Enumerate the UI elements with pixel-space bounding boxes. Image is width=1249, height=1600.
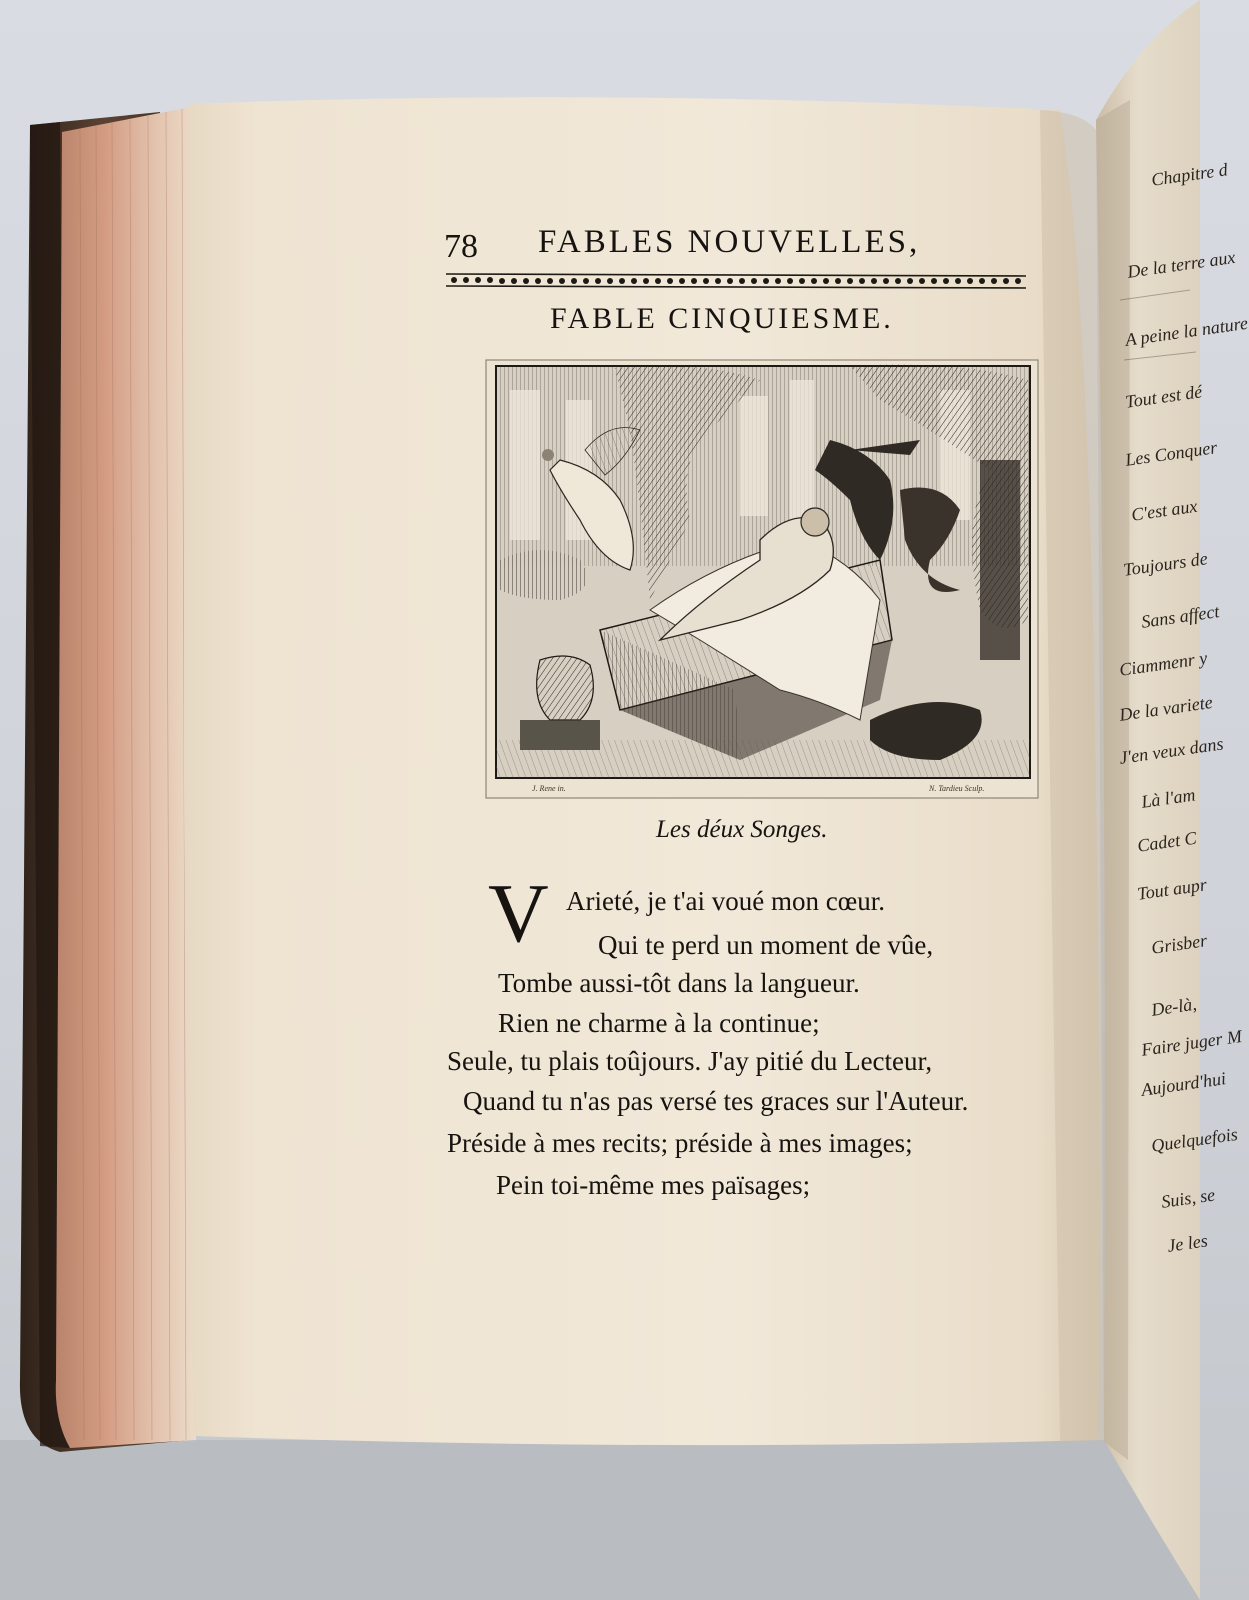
verse-line: Qui te perd un moment de vûe, [598,930,934,960]
verse-line: Pein toi-même mes païsages; [496,1170,811,1200]
right-page-fragment: Aujourd'hui [1140,1068,1228,1100]
right-page-fragment: A peine la nature [1124,312,1249,350]
drop-cap-initial: V [488,867,549,960]
verse-line: Quand tu n'as pas versé tes graces sur l'Auteur. [463,1086,969,1116]
right-page-fragment: Toujours de [1122,548,1209,580]
running-head: FABLES NOUVELLES, [538,224,921,260]
fable-title: FABLE CINQUIESME. [550,302,894,335]
right-page-fragment: Sans affect [1140,601,1221,632]
right-page-fragment: Quelquefois [1150,1123,1239,1156]
right-page-fragment: Je les [1166,1230,1209,1256]
verse-line: Tombe aussi-tôt dans la langueur. [498,968,860,998]
ornamental-rule [444,273,1026,288]
page-number: 78 [444,228,478,265]
right-page-fragment: Tout est dé [1124,381,1204,412]
right-page-fragment: De la terre aux [1126,246,1237,282]
right-page-fragment: Suis, se [1160,1184,1217,1212]
right-page-fragment: Cadet C [1136,827,1198,856]
right-page-fragment: Là l'am [1140,784,1197,812]
right-page-fragment: C'est aux [1130,495,1199,525]
engraving-caption: Les déux Songes. [656,816,828,843]
engraving-credit-left: J. Rene in. [532,784,566,793]
right-page-fragment: Faire juger M [1140,1025,1244,1060]
engraving-credit-right: N. Tardieu Sculp. [929,784,985,793]
right-page-fragment: De la variete [1118,691,1214,725]
verse-line: Arieté, je t'ai voué mon cœur. [566,886,886,916]
table-shadow [0,1440,1200,1600]
verse-line: Rien ne charme à la continue; [498,1008,820,1038]
right-page-fragment: De-là, [1150,993,1198,1020]
page-block-edge [56,106,196,1448]
right-page-fragment: Les Conquer [1124,437,1219,470]
engraving-plate [486,360,1038,798]
right-page-fragment: Chapitre d [1150,159,1229,190]
verse-line: Préside à mes recits; préside à mes images; [447,1128,913,1158]
right-page-fragment: Tout aupr [1136,874,1208,904]
right-page-fragment: J'en veux dans [1118,733,1225,768]
right-page-fragment: Ciammenr y [1118,647,1209,680]
verse-line: Seule, tu plais toûjours. J'ay pitié du Lecteur, [447,1046,933,1076]
right-page-fragment: Grisber [1150,930,1209,958]
